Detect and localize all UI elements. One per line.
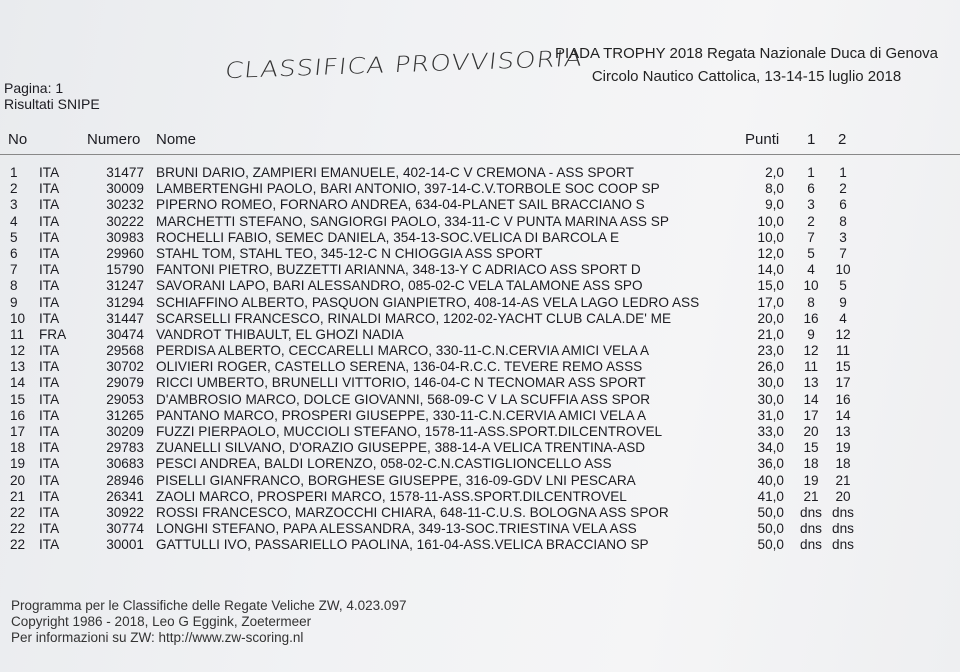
event-title: PIADA TROPHY 2018 Regata Nazionale Duca di Genova [555,45,938,62]
cell-sail-number: 15790 [106,262,144,278]
cell-rank: 22 [10,537,26,553]
table-row [0,440,960,456]
cell-points: 50,0 [757,504,784,520]
cell-points: 9,0 [765,197,784,213]
cell-race-1: 20 [803,424,819,439]
cell-rank: 21 [10,488,26,504]
cell-race-2: 11 [835,343,851,359]
cell-crew-club: D'AMBROSIO MARCO, DOLCE GIOVANNI, 568-09-C V LA SCUFFIA ASS SPOR [156,391,651,407]
table-row [0,392,960,408]
col-punti: Punti [745,131,780,148]
cell-race-2: dns [832,521,854,537]
cell-crew-club: VANDROT THIBAULT, EL GHOZI NADIA [156,326,404,342]
cell-rank: 19 [10,456,26,472]
cell-race-2: 3 [839,229,847,245]
cell-nation: ITA [39,521,60,537]
cell-nation: ITA [39,537,60,553]
cell-points: 34,0 [757,440,784,456]
table-row [0,408,960,424]
cell-crew-club: LONGHI STEFANO, PAPA ALESSANDRA, 349-13-SOC.TRIESTINA VELA ASS [156,521,637,537]
cell-points: 10,0 [757,229,784,245]
cell-rank: 13 [10,359,26,375]
table-row [0,197,960,213]
cell-points: 14,0 [757,262,784,278]
cell-sail-number: 28946 [106,472,144,488]
cell-points: 41,0 [757,488,784,504]
cell-rank: 15 [10,391,26,407]
cell-rank: 2 [10,181,18,197]
cell-race-2: 17 [835,375,851,391]
cell-points: 8,0 [765,181,784,197]
cell-race-2: 18 [835,456,851,472]
cell-rank: 6 [10,245,18,261]
cell-crew-club: SAVORANI LAPO, BARI ALESSANDRO, 085-02-C VELA TALAMONE ASS SPO [156,278,643,294]
cell-crew-club: SCHIAFFINO ALBERTO, PASQUON GIANPIETRO, 408-14-AS VELA LAGO LEDRO ASS [156,294,700,310]
table-row [0,295,960,311]
table-row [0,343,960,359]
cell-crew-club: PISELLI GIANFRANCO, BORGHESE GIUSEPPE, 316-09-GDV LNI PESCARA [156,472,636,488]
cell-race-1: 5 [807,245,815,261]
cell-rank: 16 [10,407,26,423]
cell-nation: ITA [39,310,60,326]
cell-race-1: 10 [803,278,819,294]
cell-race-1: 2 [807,213,815,229]
cell-sail-number: 30474 [106,326,144,342]
cell-nation: ITA [39,456,60,472]
cell-nation: ITA [39,488,60,504]
cell-race-1: dns [800,504,822,520]
cell-points: 33,0 [757,424,784,439]
cell-crew-club: ROCHELLI FABIO, SEMEC DANIELA, 354-13-SOC.VELICA DI BARCOLA E [156,229,620,245]
cell-points: 36,0 [757,456,784,472]
footer [11,598,406,646]
cell-crew-club: FUZZI PIERPAOLO, MUCCIOLI STEFANO, 1578-11-ASS.SPORT.DILCENTROVEL [156,424,663,439]
cell-points: 26,0 [757,359,784,375]
cell-points: 31,0 [757,407,784,423]
cell-nation: ITA [39,278,60,294]
cell-crew-club: ZAOLI MARCO, PROSPERI MARCO, 1578-11-ASS.SPORT.DILCENTROVEL [156,488,627,504]
header-rule [0,154,960,155]
cell-rank: 4 [10,213,18,229]
cell-points: 10,0 [757,213,784,229]
cell-sail-number: 29960 [106,245,144,261]
cell-points: 12,0 [757,245,784,261]
table-row [0,359,960,375]
cell-rank: 7 [10,262,18,278]
footer-info-link: Per informazioni su ZW: http://www.zw-scoring.nl [11,630,304,645]
cell-race-2: dns [832,504,854,520]
cell-rank: 20 [10,472,26,488]
table-row [0,375,960,391]
cell-race-2: 19 [835,440,851,456]
cell-race-1: dns [800,521,822,537]
table-row [0,456,960,472]
cell-crew-club: PERDISA ALBERTO, CECCARELLI MARCO, 330-11-C.N.CERVIA AMICI VELA A [156,343,650,359]
table-row [0,505,960,521]
cell-race-1: 17 [803,407,819,423]
table-row [0,489,960,505]
footer-program: Programma per le Classifiche delle Regate Veliche ZW, 4.023.097 [11,598,407,613]
table-row [0,327,960,343]
cell-nation: ITA [39,375,60,391]
cell-rank: 10 [10,310,26,326]
cell-sail-number: 30702 [106,359,144,375]
cell-sail-number: 30209 [106,424,144,439]
cell-rank: 9 [10,294,18,310]
cell-race-1: dns [800,537,822,553]
event-header [555,42,938,88]
cell-crew-club: PANTANO MARCO, PROSPERI GIUSEPPE, 330-11-C.N.CERVIA AMICI VELA A [156,407,647,423]
footer-copyright: Copyright 1986 - 2018, Leo G Eggink, Zoetermeer [11,614,312,629]
col-numero: Numero [87,131,141,148]
col-race-2: 2 [838,131,847,148]
table-row [0,521,960,537]
cell-nation: ITA [39,424,60,439]
cell-crew-club: PESCI ANDREA, BALDI LORENZO, 058-02-C.N.CASTIGLIONCELLO ASS [156,456,612,472]
cell-sail-number: 29053 [106,391,144,407]
cell-sail-number: 31294 [106,294,144,310]
cell-nation: ITA [39,472,60,488]
cell-nation: ITA [39,359,60,375]
cell-race-1: 21 [803,488,819,504]
cell-crew-club: ROSSI FRANCESCO, MARZOCCHI CHIARA, 648-11-C.U.S. BOLOGNA ASS SPOR [156,504,669,520]
handwritten-note: CLASSIFICA PROVVISORIA [223,45,585,85]
page-number: Pagina: 1 [4,80,64,96]
cell-nation: ITA [39,391,60,407]
cell-sail-number: 29568 [106,343,144,359]
cell-race-2: 7 [839,245,847,261]
cell-rank: 22 [10,504,26,520]
cell-rank: 3 [10,197,18,213]
cell-sail-number: 30001 [106,537,144,553]
cell-race-1: 4 [807,262,815,278]
table-row [0,473,960,489]
cell-rank: 11 [10,326,25,342]
cell-rank: 22 [10,521,26,537]
cell-rank: 18 [10,440,26,456]
cell-crew-club: MARCHETTI STEFANO, SANGIORGI PAOLO, 334-11-C V PUNTA MARINA ASS SP [156,213,669,229]
cell-nation: ITA [39,213,60,229]
cell-nation: ITA [39,229,60,245]
cell-crew-club: STAHL TOM, STAHL TEO, 345-12-C N CHIOGGIA ASS SPORT [156,245,543,261]
cell-nation: FRA [39,326,67,342]
cell-crew-club: OLIVIERI ROGER, CASTELLO SERENA, 136-04-R.C.C. TEVERE REMO ASSS [156,359,643,375]
table-row [0,181,960,197]
cell-points: 2,0 [765,165,784,180]
cell-sail-number: 31247 [106,278,144,294]
event-club-dates: Circolo Nautico Cattolica, 13-14-15 luglio 2018 [591,68,902,85]
cell-points: 15,0 [757,278,784,294]
cell-points: 30,0 [757,375,784,391]
cell-nation: ITA [39,262,60,278]
cell-points: 20,0 [757,310,784,326]
cell-crew-club: ZUANELLI SILVANO, D'ORAZIO GIUSEPPE, 388-14-A VELICA TRENTINA-ASD [156,440,646,456]
col-no: No [8,131,28,148]
cell-sail-number: 31477 [106,165,144,180]
cell-sail-number: 30683 [106,456,144,472]
cell-crew-club: PIPERNO ROMEO, FORNARO ANDREA, 634-04-PLANET SAIL BRACCIANO S [156,197,645,213]
cell-race-2: 6 [839,197,847,213]
cell-rank: 12 [10,343,26,359]
table-row [0,230,960,246]
cell-points: 30,0 [757,391,784,407]
cell-sail-number: 30009 [106,181,144,197]
cell-sail-number: 30922 [106,504,144,520]
cell-race-2: 10 [835,262,851,278]
cell-nation: ITA [39,294,60,310]
cell-sail-number: 30232 [106,197,144,213]
results-class: Risultati SNIPE [4,96,100,112]
cell-race-2: 9 [839,294,847,310]
cell-nation: ITA [39,197,60,213]
cell-crew-club: BRUNI DARIO, ZAMPIERI EMANUELE, 402-14-C V CREMONA - ASS SPORT [156,165,634,180]
cell-race-1: 12 [803,343,819,359]
cell-rank: 17 [10,424,26,439]
cell-race-1: 14 [803,391,819,407]
cell-crew-club: SCARSELLI FRANCESCO, RINALDI MARCO, 1202-02-YACHT CLUB CALA.DE' ME [156,310,672,326]
cell-sail-number: 29783 [106,440,144,456]
cell-points: 50,0 [757,537,784,553]
cell-race-1: 15 [803,440,819,456]
cell-points: 17,0 [757,294,784,310]
cell-race-2: dns [832,537,854,553]
cell-nation: ITA [39,181,60,197]
table-row [0,278,960,294]
cell-race-2: 13 [835,424,851,439]
cell-race-2: 5 [839,278,847,294]
cell-sail-number: 30983 [106,229,144,245]
table-row [0,262,960,278]
cell-race-2: 8 [839,213,847,229]
table-row [0,165,960,181]
cell-race-1: 3 [807,197,815,213]
table-row [0,424,960,440]
cell-crew-club: GATTULLI IVO, PASSARIELLO PAOLINA, 161-04-ASS.VELICA BRACCIANO SP [156,537,649,553]
results-table [0,165,960,554]
cell-rank: 5 [10,229,18,245]
cell-sail-number: 31265 [106,407,144,423]
cell-race-1: 18 [803,456,819,472]
cell-nation: ITA [39,407,60,423]
cell-rank: 8 [10,278,18,294]
cell-race-2: 21 [835,472,851,488]
cell-sail-number: 31447 [106,310,144,326]
cell-race-2: 1 [839,165,847,180]
cell-race-2: 15 [835,359,851,375]
cell-sail-number: 30222 [106,213,144,229]
cell-race-2: 2 [839,181,847,197]
cell-sail-number: 30774 [106,521,144,537]
cell-sail-number: 29079 [106,375,144,391]
cell-race-2: 4 [839,310,847,326]
cell-race-1: 13 [803,375,819,391]
col-nome: Nome [156,131,197,148]
cell-points: 50,0 [757,521,784,537]
table-row [0,537,960,553]
cell-race-2: 14 [835,407,851,423]
cell-rank: 1 [10,165,18,180]
table-row [0,311,960,327]
cell-sail-number: 26341 [106,488,144,504]
cell-race-1: 11 [803,359,819,375]
col-race-1: 1 [807,131,816,148]
cell-nation: ITA [39,440,60,456]
cell-race-2: 20 [835,488,851,504]
table-header [0,131,960,151]
cell-race-1: 9 [807,326,815,342]
cell-points: 40,0 [757,472,784,488]
cell-race-1: 19 [803,472,819,488]
cell-crew-club: RICCI UMBERTO, BRUNELLI VITTORIO, 146-04-C N TECNOMAR ASS SPORT [156,375,646,391]
cell-crew-club: FANTONI PIETRO, BUZZETTI ARIANNA, 348-13-Y C ADRIACO ASS SPORT D [156,262,641,278]
cell-crew-club: LAMBERTENGHI PAOLO, BARI ANTONIO, 397-14-C.V.TORBOLE SOC COOP SP [156,181,660,197]
cell-race-1: 8 [807,294,815,310]
cell-race-1: 6 [807,181,815,197]
page-info [4,80,100,112]
cell-race-1: 1 [807,165,815,180]
cell-nation: ITA [39,504,60,520]
cell-nation: ITA [39,245,60,261]
cell-nation: ITA [39,165,60,180]
cell-race-1: 16 [803,310,819,326]
table-row [0,246,960,262]
cell-rank: 14 [10,375,26,391]
cell-nation: ITA [39,343,60,359]
table-row [0,214,960,230]
cell-race-2: 12 [835,326,851,342]
cell-points: 23,0 [757,343,784,359]
cell-race-2: 16 [835,391,851,407]
cell-points: 21,0 [757,326,784,342]
cell-race-1: 7 [807,229,815,245]
